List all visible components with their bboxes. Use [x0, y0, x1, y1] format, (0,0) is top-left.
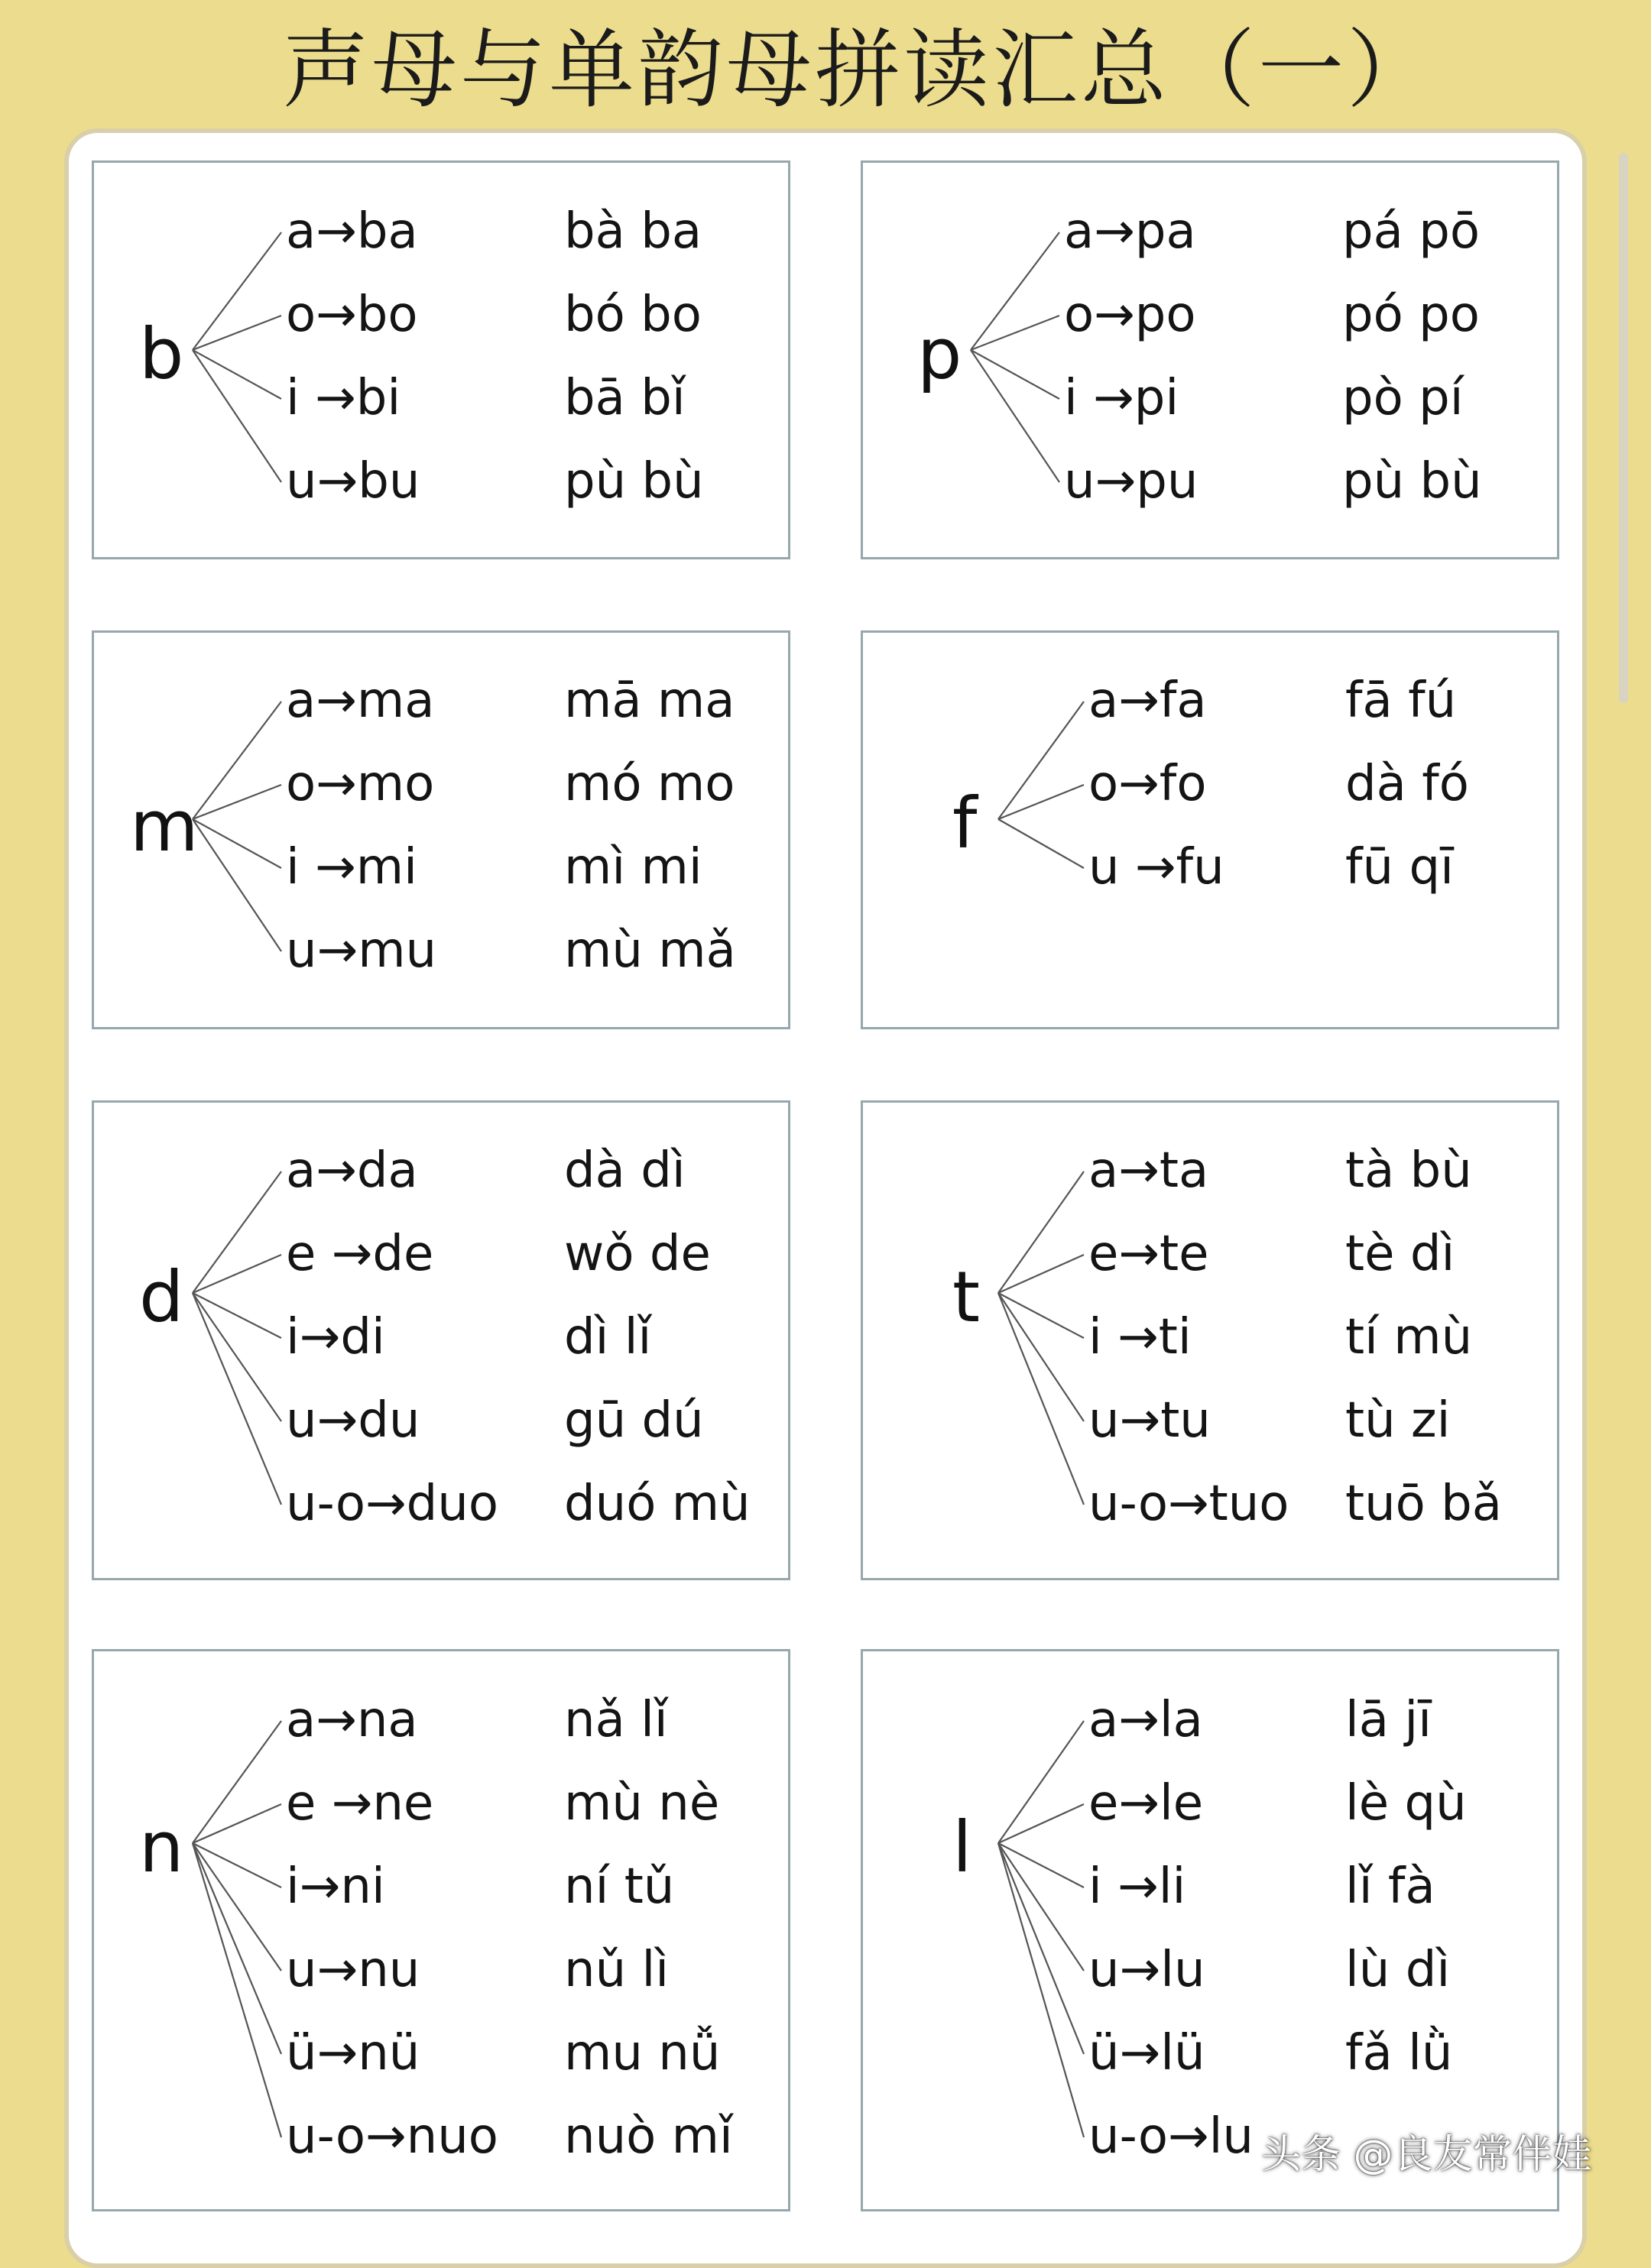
spelling-rule: u-o→lu [1088, 2108, 1254, 2165]
spelling-rule: u→nu [286, 1942, 420, 1998]
spelling-rule: e →de [286, 1226, 434, 1282]
spelling-rule: a→ma [286, 672, 435, 729]
initial-letter: m [130, 786, 199, 867]
spelling-rule: u→pu [1064, 453, 1199, 510]
spelling-rule: u→mu [286, 922, 437, 979]
example-word: nǔ lì [564, 1942, 670, 1998]
example-word: tuō bǎ [1345, 1476, 1502, 1532]
example-word: pù bù [1342, 453, 1482, 510]
spelling-rule: o→bo [286, 287, 418, 343]
example-word: nuò mǐ [564, 2108, 733, 2165]
example-word: bó bo [564, 287, 702, 343]
example-word: gū dú [564, 1392, 704, 1449]
spelling-rule: u-o→duo [286, 1476, 498, 1532]
connector-line [998, 1843, 1084, 2054]
spelling-rule: a→na [286, 1692, 418, 1748]
spelling-rule: a→la [1088, 1692, 1203, 1748]
example-word: tí mù [1345, 1309, 1473, 1366]
spelling-rule: i →ti [1088, 1309, 1192, 1366]
spelling-rule: a→pa [1064, 203, 1196, 260]
initial-letter: l [952, 1806, 972, 1888]
example-word: nǎ lǐ [564, 1692, 668, 1748]
example-word: bà ba [564, 203, 702, 260]
spelling-rule: u→bu [286, 453, 420, 510]
example-word: duó mù [564, 1476, 751, 1532]
example-word: mù nè [564, 1775, 720, 1832]
spelling-rule: o→fo [1088, 756, 1207, 812]
spelling-rule: e →ne [286, 1775, 434, 1832]
example-word: fā fú [1345, 672, 1457, 729]
example-word: mó mo [564, 756, 735, 812]
spelling-rule: ü→lü [1088, 2025, 1205, 2082]
connector-line [998, 1843, 1084, 2137]
spelling-rule: ü→nü [286, 2025, 420, 2082]
spelling-rule: a→da [286, 1142, 418, 1199]
spelling-rule: o→mo [286, 756, 435, 812]
spelling-rule: i →pi [1064, 370, 1179, 426]
example-word: dà dì [564, 1142, 686, 1199]
watermark: 头条 @良友常伴娃 [1261, 2132, 1592, 2178]
example-word: wǒ de [564, 1226, 711, 1282]
connector-line [998, 1843, 1084, 1971]
example-word: bā bǐ [564, 370, 686, 426]
scrollbar[interactable] [1619, 153, 1628, 703]
initial-letter: f [952, 782, 978, 864]
connector-line [998, 1721, 1084, 1843]
example-word: mā ma [564, 672, 735, 729]
example-word: ní tǔ [564, 1858, 675, 1915]
example-word: tù zi [1345, 1392, 1451, 1449]
example-word: tè dì [1345, 1226, 1455, 1282]
spelling-rule: u→lu [1088, 1942, 1205, 1998]
page-title: 声母与单韵母拼读汇总（一） [283, 21, 1435, 120]
spelling-rule: a→ta [1088, 1142, 1209, 1199]
example-word: pó po [1342, 287, 1480, 343]
spelling-rule: u→tu [1088, 1392, 1211, 1449]
spelling-rule: i →mi [286, 839, 417, 896]
spelling-rule: i →li [1088, 1858, 1186, 1915]
initial-letter: p [917, 313, 962, 395]
spelling-rule: u→du [286, 1392, 420, 1449]
example-word: lè qù [1345, 1775, 1467, 1832]
example-word: pá pō [1342, 203, 1480, 260]
spelling-rule: a→fa [1088, 672, 1207, 729]
spelling-rule: e→le [1088, 1775, 1204, 1832]
example-word: mì mi [564, 839, 702, 896]
example-word: lā jī [1345, 1692, 1432, 1748]
connector-line [998, 1843, 1084, 1887]
example-word: pù bù [564, 453, 704, 510]
spelling-rule: a→ba [286, 203, 418, 260]
initial-letter: b [139, 313, 184, 395]
spelling-rule: u →fu [1088, 839, 1224, 896]
example-word: lù dì [1345, 1942, 1451, 1998]
initial-letter: d [139, 1256, 184, 1338]
example-word: mu nǚ [564, 2025, 721, 2082]
example-word: pò pí [1342, 370, 1464, 426]
initial-letter: t [952, 1256, 981, 1338]
spelling-rule: i →bi [286, 370, 401, 426]
spelling-rule: e→te [1088, 1226, 1209, 1282]
spelling-rule: u-o→tuo [1088, 1476, 1289, 1532]
example-word: lǐ fà [1345, 1858, 1435, 1915]
initial-letter: n [139, 1806, 184, 1888]
spelling-rule: i→di [286, 1309, 385, 1366]
spelling-rule: i→ni [286, 1858, 385, 1915]
example-word: fǎ lǜ [1345, 2025, 1453, 2082]
spelling-rule: u-o→nuo [286, 2108, 498, 2165]
spelling-rule: o→po [1064, 287, 1196, 343]
example-word: tà bù [1345, 1142, 1472, 1199]
example-word: dì lǐ [564, 1309, 652, 1366]
example-word: dà fó [1345, 756, 1469, 812]
example-word: mù mǎ [564, 922, 736, 979]
example-word: fū qī [1345, 839, 1454, 896]
